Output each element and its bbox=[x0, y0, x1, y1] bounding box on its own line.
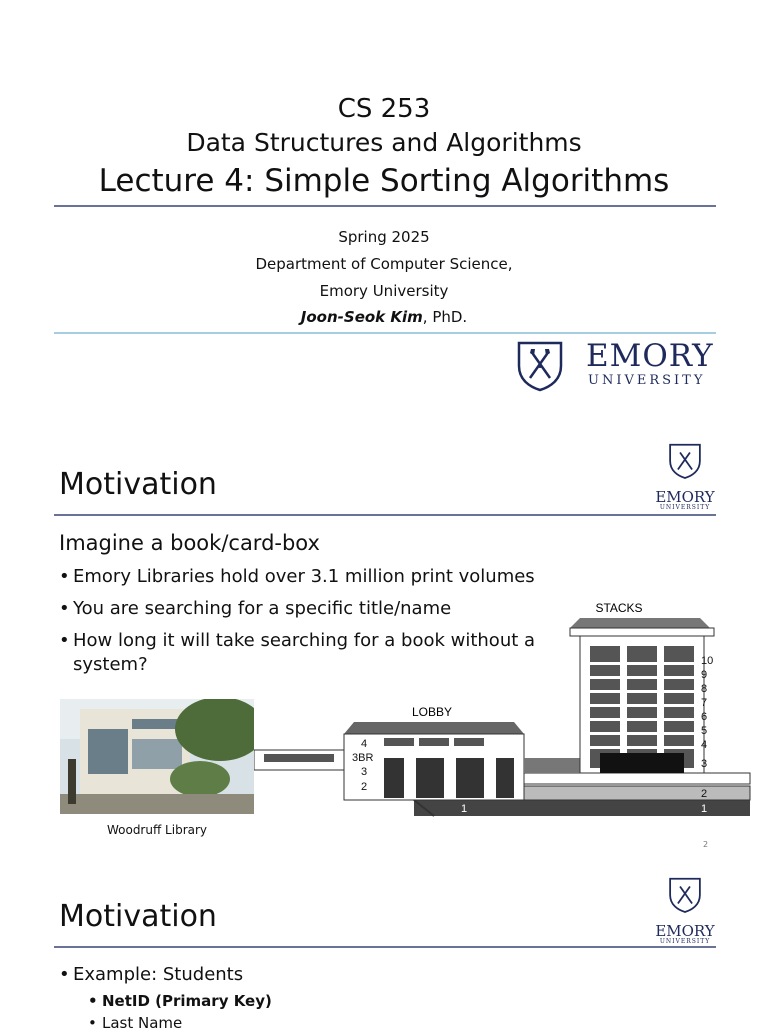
stack-floor-label: 9 bbox=[701, 669, 708, 681]
title-divider bbox=[54, 946, 716, 948]
term: Spring 2025 bbox=[338, 228, 430, 246]
lecture-title: Lecture 4: Simple Sorting Algorithms bbox=[98, 163, 670, 199]
lobby-floor-label: 1 bbox=[461, 803, 468, 815]
emory-shield-icon bbox=[668, 876, 702, 914]
list-item: • Emory Libraries hold over 3.1 million print volumes bbox=[59, 565, 549, 589]
slide-title: Motivation bbox=[59, 467, 217, 502]
stack-floor-label: 6 bbox=[701, 711, 708, 723]
list-item: • Example: Students bbox=[59, 963, 659, 987]
course-name: Data Structures and Algorithms bbox=[186, 128, 582, 157]
bullet-list bbox=[59, 963, 659, 987]
stack-floor-label: 7 bbox=[701, 697, 708, 709]
list-item: • Last Name bbox=[88, 1012, 648, 1034]
author-divider bbox=[54, 332, 716, 334]
logo-name: EMORY bbox=[655, 488, 715, 506]
university: Emory University bbox=[319, 282, 449, 300]
stack-floor-label: 8 bbox=[701, 683, 708, 695]
list-item: • How long it will take searching for a book without a system? bbox=[59, 629, 549, 677]
photo-caption: Woodruff Library bbox=[106, 823, 208, 837]
title-divider bbox=[54, 205, 716, 207]
lobby-label: LOBBY bbox=[411, 705, 453, 719]
stack-floor-label: 1 bbox=[701, 803, 708, 815]
list-item: • NetID (Primary Key) bbox=[88, 990, 648, 1012]
stack-floor-label: 2 bbox=[701, 788, 708, 800]
lobby-floor-label: 3 bbox=[361, 766, 368, 778]
logo-sub: UNIVERSITY bbox=[659, 938, 711, 945]
emory-shield-icon bbox=[516, 340, 564, 392]
lobby-floor-label: 2 bbox=[361, 781, 368, 793]
emory-shield-icon bbox=[668, 442, 702, 480]
emory-logo bbox=[652, 442, 718, 514]
logo-name: EMORY bbox=[586, 338, 714, 374]
stack-floor-label: 3 bbox=[701, 758, 708, 770]
stack-floor-label: 10 bbox=[701, 655, 714, 667]
logo-sub: UNIVERSITY bbox=[659, 504, 711, 511]
lobby-floor-label: 4 bbox=[361, 738, 368, 750]
department: Department of Computer Science, bbox=[255, 255, 513, 273]
stack-floor-label: 4 bbox=[701, 739, 708, 751]
slide-title: Motivation bbox=[59, 899, 217, 934]
logo-name: EMORY bbox=[655, 922, 715, 940]
page-number: 2 bbox=[703, 840, 709, 849]
stacks-label: STACKS bbox=[595, 601, 643, 615]
emory-logo bbox=[652, 876, 718, 948]
course-code: CS 253 bbox=[337, 94, 431, 124]
title-divider bbox=[54, 514, 716, 516]
intro-text: Imagine a book/card-box bbox=[59, 531, 320, 555]
library-diagram bbox=[254, 598, 760, 823]
library-diagram-drawing bbox=[254, 598, 760, 823]
emory-logo bbox=[516, 340, 716, 394]
author-line bbox=[0, 308, 768, 326]
sub-bullet-list bbox=[88, 990, 648, 1034]
library-photo bbox=[60, 699, 254, 814]
stack-floor-label: 5 bbox=[701, 725, 708, 737]
list-item: • You are searching for a specific title/name bbox=[59, 597, 549, 621]
author-suffix: , PhD. bbox=[422, 308, 468, 326]
author-name: Joon-Seok Kim bbox=[300, 308, 423, 326]
logo-sub: UNIVERSITY bbox=[588, 373, 706, 388]
lobby-floor-label: 3BR bbox=[352, 752, 374, 764]
